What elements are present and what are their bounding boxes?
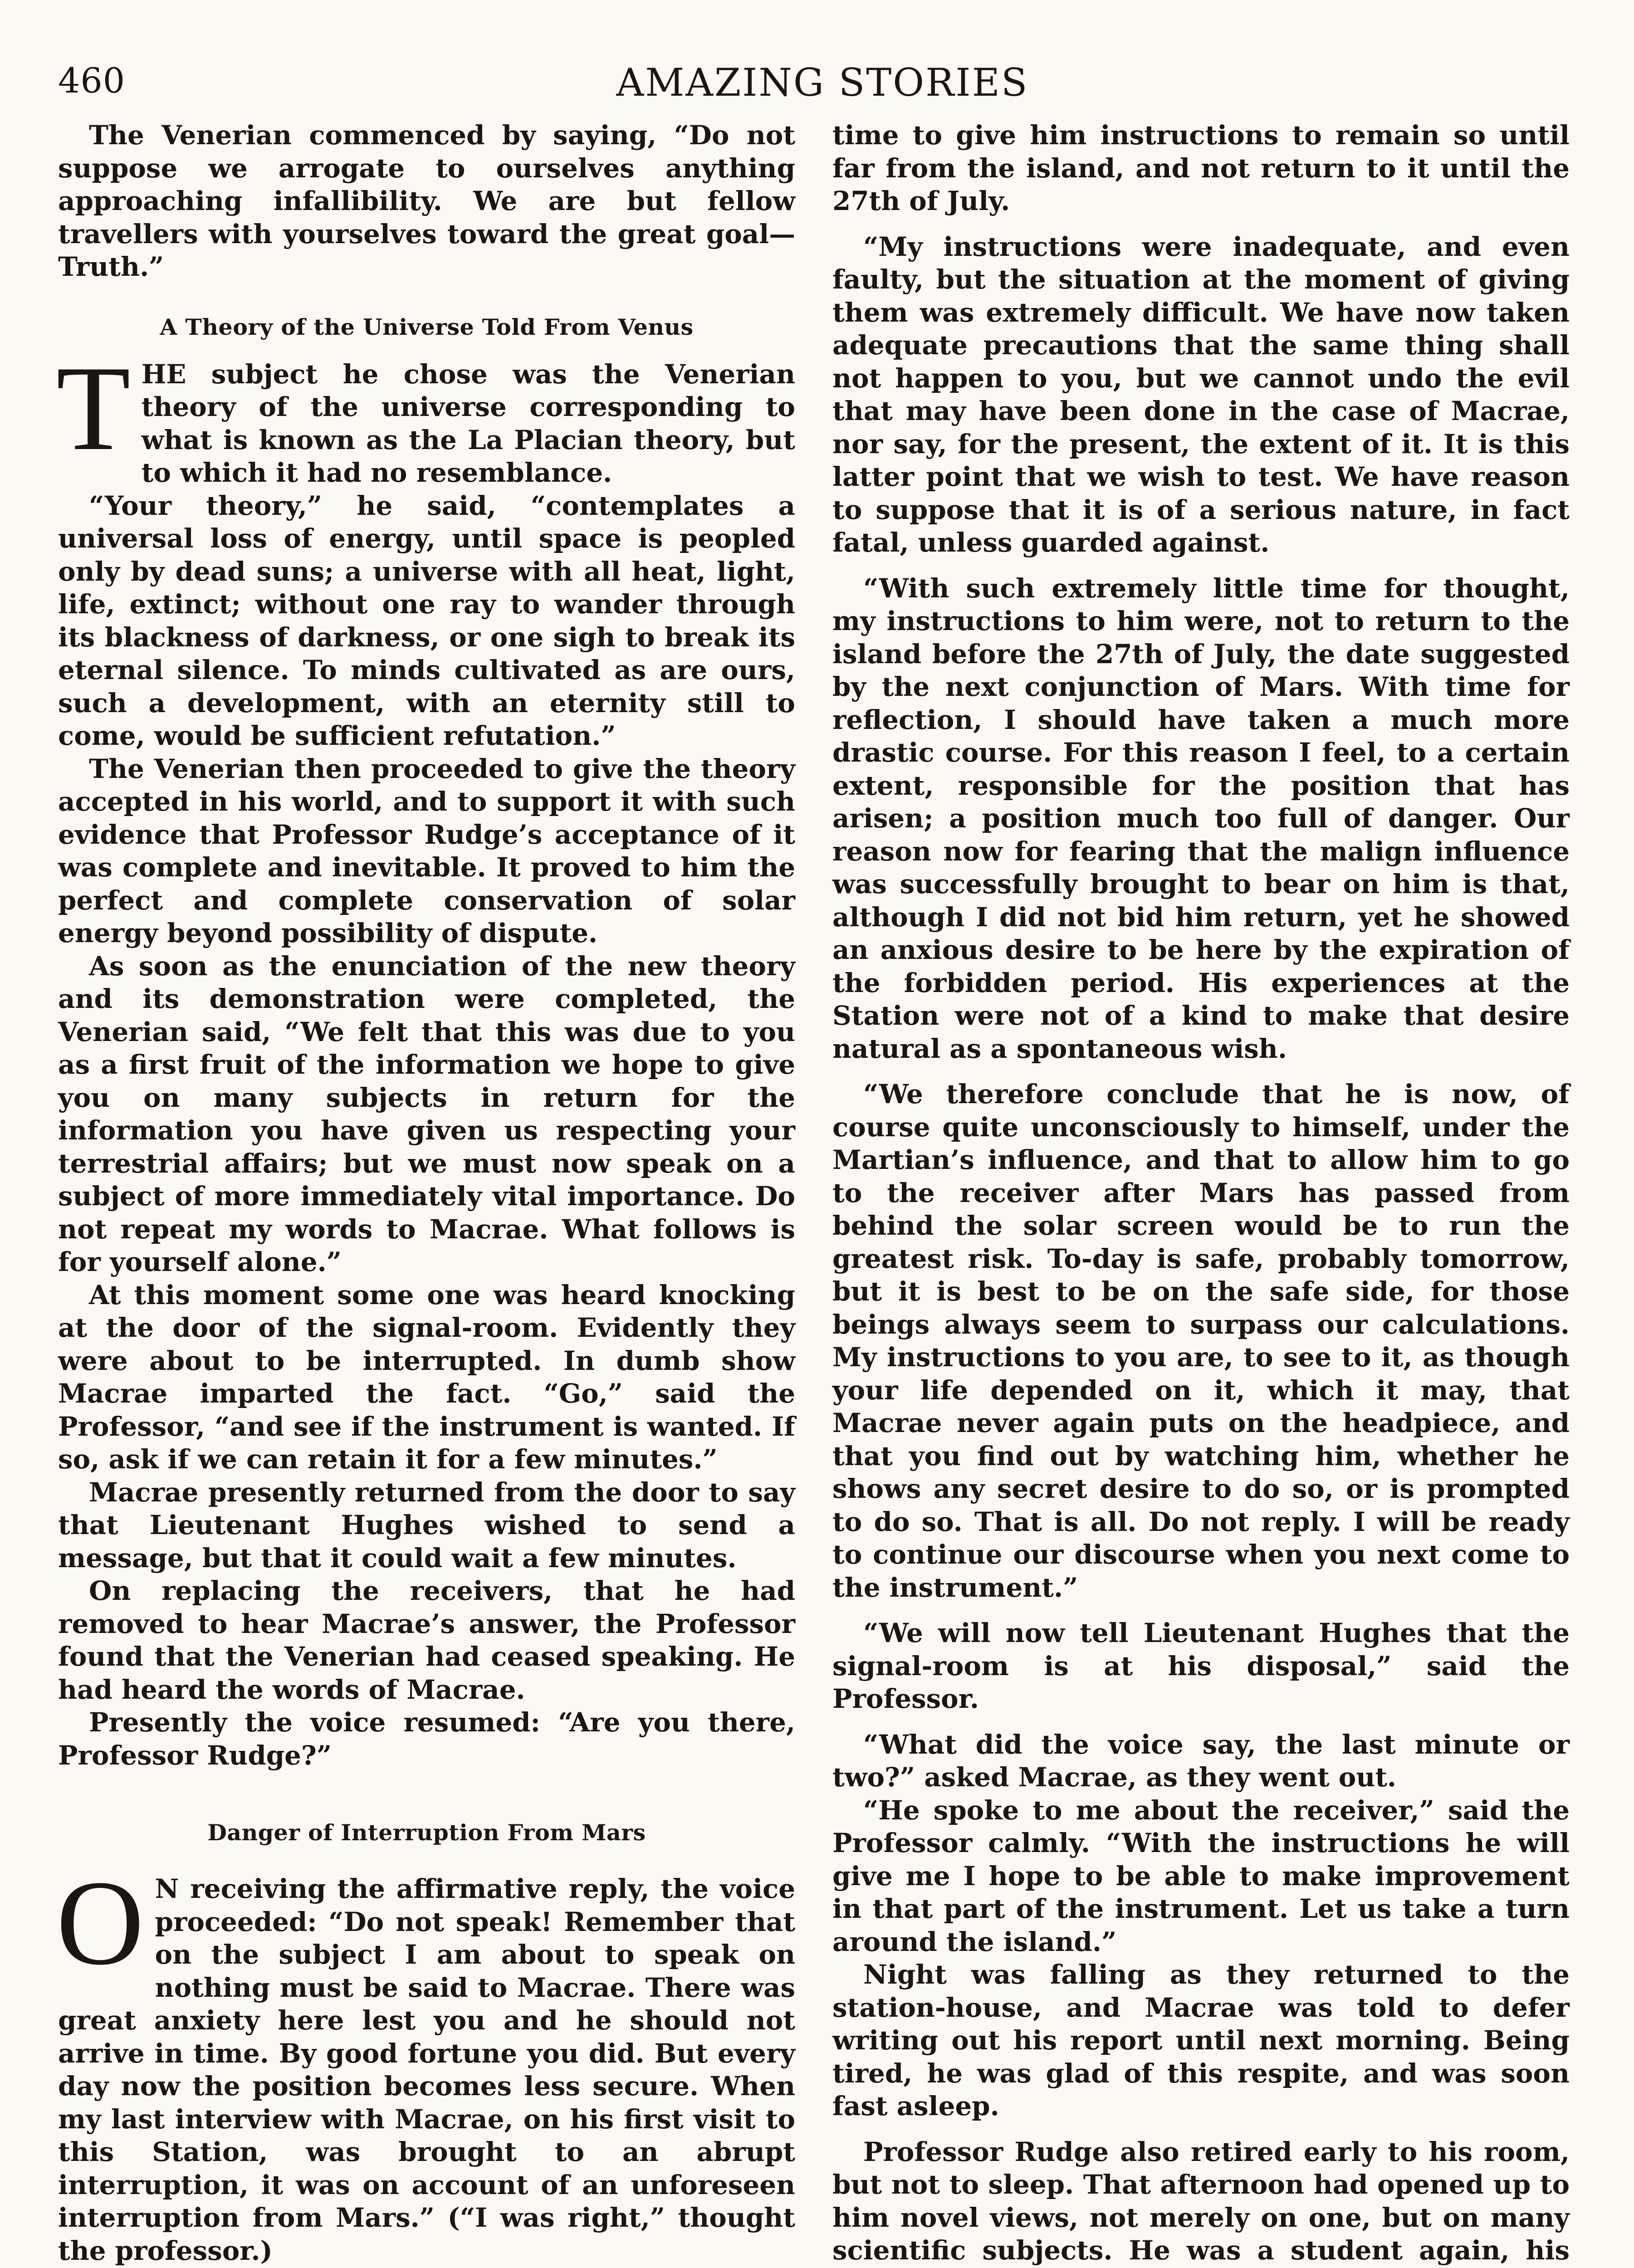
drop-cap: O [56, 1855, 144, 1990]
paragraph: time to give him instructions to remain so until far from the island, and not return to it until the 27th of July. [832, 120, 1570, 216]
page-number: 460 [58, 60, 126, 101]
paragraph: At this moment some one was heard knocking at the door of the signal-room. Evidently they were about to be interrupted. In dumb show Macrae imparted the fact. “Go,” said the Professor, “and see if the instrument is wanted. If so, ask if we can retain it for a few minutes.” [58, 1279, 795, 1475]
paragraph: As soon as the enunciation of the new theory and its demonstration were completed, the Venerian said, “We felt that this was due to you as a first fruit of the information we hope to give you on many subjects in return for the information you have given us respecting your terrestrial affairs; but we must now speak on a subject of more immediately vital importance. Do not repeat my words to Macrae. What follows is for yourself alone.” [58, 950, 795, 1277]
paragraph-with-dropcap [56, 340, 795, 489]
paragraph: Macrae presently returned from the door to say that Lieutenant Hughes wished to send a message, but that it could wait a few minutes. [58, 1476, 795, 1574]
page-header [58, 60, 1587, 113]
section-heading: A Theory of the Universe Told From Venus [160, 313, 694, 340]
paragraph: “We will now tell Lieutenant Hughes that the signal-room is at his disposal,” said the Professor. [832, 1618, 1570, 1714]
section-heading: Danger of Interruption From Mars [207, 1819, 646, 1846]
left-column [58, 119, 795, 2268]
paragraph-with-dropcap [56, 1855, 795, 2267]
paragraph: “My instructions were inadequate, and even faulty, but the situation at the moment of giving them was extremely difficult. We have now taken adequate precautions that the same thing shall not happen to you, but we cannot undo the evil that may have been done in the case of Macrae, nor say, for the present, the extent of it. It is this latter point that we wish to test. We have reason to suppose that it is of a serious nature, in fact fatal, unless guarded against. [832, 231, 1570, 558]
right-column [832, 119, 1570, 2268]
paragraph: Professor Rudge also retired early to his room, but not to sleep. That afternoon had opened up to him novel views, not merely on one, but on many scientific subjects. He was a student again, his [832, 2136, 1570, 2266]
drop-cap: T [56, 340, 131, 475]
paragraph: The Venerian commenced by saying, “Do not suppose we arrogate to ourselves anything approaching infallibility. We are but fellow travellers with yourselves toward the great goal—Truth.” [58, 120, 795, 282]
paragraph: On replacing the receivers, that he had removed to hear Macrae’s answer, the Professor found that the Venerian had ceased speaking. He had heard the words of Macrae. [58, 1575, 795, 1705]
paragraph: “We therefore conclude that he is now, of course quite unconsciously to himself, under the Martian’s influence, and that to allow him to go to the receiver after Mars has passed from behind the solar screen would be to run the greatest risk. To-day is safe, probably tomorrow, but it is best to be on the safe side, for those beings always seem to surpass our calculations. My instructions to you are, to see to it, as though your life depended on it, which it may, that Macrae never again puts on the headpiece, and that you find out by watching him, whether he shows any secret desire to do so, or is prompted to do so. That is all. Do not reply. I will be ready to continue our discourse when you next come to the instrument.” [832, 1079, 1570, 1603]
paragraph: “With such extremely little time for thought, my instructions to him were, not to return to the island before the 27th of July, the date suggested by the next conjunction of Mars. With time for reflection, I should have taken a much more drastic course. For this reason I feel, to a certain extent, responsible for the position that has arisen; a position much too full of danger. Our reason now for fearing that the malign influence was successfully brought to bear on him is that, although I did not bid him return, yet he showed an anxious desire to be here by the expiration of the forbidden period. His experiences at the Station were not of a kind to make that desire natural as a spontaneous wish. [832, 572, 1570, 1064]
paragraph: “What did the voice say, the last minute or two?” asked Macrae, as they went out. [832, 1729, 1570, 1793]
paragraph-text: N receiving the affirmative reply, the voice proceeded: “Do not speak! Remember that on the subject I am about to speak on nothing must be said to Macrae. There was great anxiety here lest you and he should not arrive in time. By good fortune you did. But every day now the position becomes less secure. When my last interview with Macrae, on his first visit to this Station, was brought to an abrupt interruption, it was on account of an unforeseen interruption from Mars.” (“I was right,” thought the professor.) [58, 1873, 795, 2266]
paragraph: “He spoke to me about the receiver,” said the Professor calmly. “With the instructions he will give me I hope to be able to make improvement in that part of the instrument. Let us take a turn around the island.” [832, 1794, 1570, 1957]
paragraph: Night was falling as they returned to the station-house, and Macrae was told to defer writing out his report until next morning. Being tired, he was glad of this respite, and was soon fast asleep. [832, 1959, 1570, 2121]
paragraph-text: HE subject he chose was the Venerian theory of the universe corresponding to what is known as the La Placian theory, but to which it had no resemblance. [141, 358, 795, 488]
magazine-title: AMAZING STORIES [616, 60, 1029, 105]
paragraph: “Your theory,” he said, “contemplates a universal loss of energy, until space is peopled only by dead suns; a universe with all heat, light, life, extinct; without one ray to wander through its blackness of darkness, or one sigh to break its eternal silence. To minds cultivated as are ours, such a development, with an eternity still to come, would be sufficient refutation.” [58, 490, 795, 751]
paragraph: The Venerian then proceeded to give the theory accepted in his world, and to support it with such evidence that Professor Rudge’s acceptance of it was complete and inevitable. It proved to him the perfect and complete conservation of solar energy beyond possibility of dispute. [58, 753, 795, 948]
paragraph: Presently the voice resumed: “Are you there, Professor Rudge?” [58, 1707, 795, 1771]
